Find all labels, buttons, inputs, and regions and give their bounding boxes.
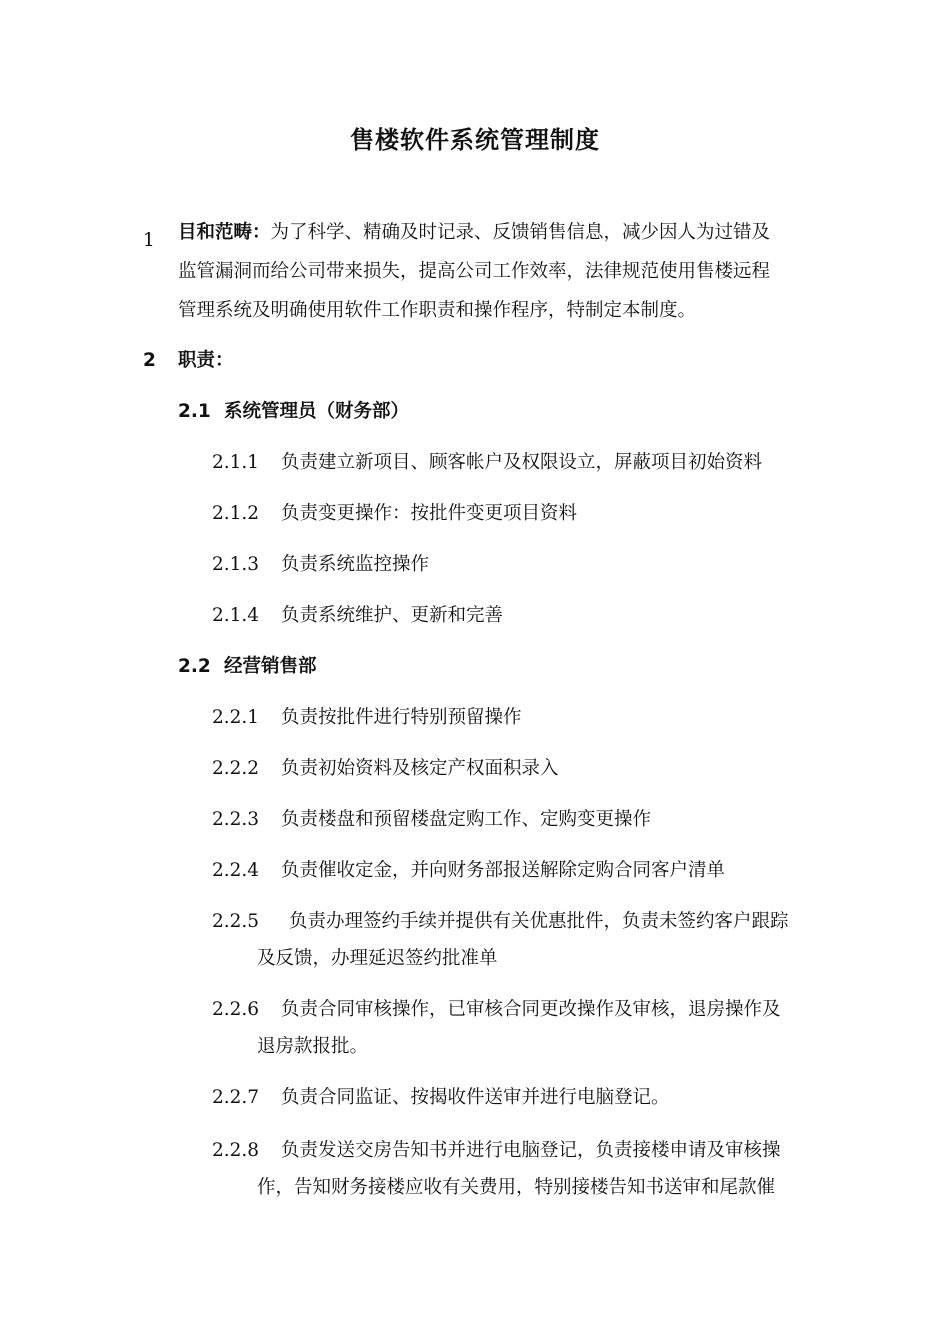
item-2-2-6-continuation: 退房款报批。 bbox=[257, 1036, 369, 1057]
item-2-2-2-text: 负责初始资料及核定产权面积录入 bbox=[281, 758, 559, 779]
item-2-2-3-text: 负责楼盘和预留楼盘定购工作、定购变更操作 bbox=[281, 809, 652, 830]
item-2-2-5-number: 2.2.5 bbox=[212, 911, 260, 932]
item-2-2-8-number: 2.2.8 bbox=[212, 1140, 260, 1161]
item-2-2-7-text: 负责合同监证、按揭收件送审并进行电脑登记。 bbox=[281, 1087, 670, 1108]
subsection-2-2-heading: 经营销售部 bbox=[224, 656, 317, 677]
section-2-number: 2 bbox=[143, 350, 156, 371]
item-2-2-5-text: 负责办理签约手续并提供有关优惠批件，负责未签约客户跟踪 bbox=[289, 911, 789, 932]
item-2-2-3-number: 2.2.3 bbox=[212, 809, 260, 830]
item-2-2-4-text: 负责催收定金，并向财务部报送解除定购合同客户清单 bbox=[281, 860, 726, 881]
item-2-2-6-text: 负责合同审核操作，已审核合同更改操作及审核，退房操作及 bbox=[281, 999, 781, 1020]
item-2-2-2-number: 2.2.2 bbox=[212, 758, 260, 779]
item-2-1-1-number: 2.1.1 bbox=[212, 452, 260, 473]
section-1-number: 1 bbox=[143, 230, 155, 251]
document-title: 售楼软件系统管理制度 bbox=[350, 126, 600, 154]
item-2-2-1-number: 2.2.1 bbox=[212, 707, 260, 728]
item-2-1-3-text: 负责系统监控操作 bbox=[281, 554, 430, 575]
section-1-line-2: 监管漏洞而给公司带来损失，提高公司工作效率，法律规范使用售楼远程 bbox=[178, 261, 771, 282]
item-2-2-5-continuation: 及反馈，办理延迟签约批准单 bbox=[257, 948, 498, 969]
subsection-2-2-number: 2.2 bbox=[178, 656, 211, 677]
item-2-1-4-text: 负责系统维护、更新和完善 bbox=[281, 605, 504, 626]
item-2-2-8-text: 负责发送交房告知书并进行电脑登记，负责接楼申请及审核操 bbox=[281, 1140, 781, 1161]
item-2-2-8-continuation: 作，告知财务接楼应收有关费用，特别接楼告知书送审和尾款催 bbox=[257, 1177, 776, 1198]
item-2-2-1-text: 负责按批件进行特别预留操作 bbox=[281, 707, 522, 728]
item-2-1-2-number: 2.1.2 bbox=[212, 503, 260, 524]
section-1-line-1: 为了科学、精确及时记录、反馈销售信息，减少因人为过错及 bbox=[270, 222, 771, 243]
item-2-1-4-number: 2.1.4 bbox=[212, 605, 260, 626]
item-2-2-6-number: 2.2.6 bbox=[212, 999, 260, 1020]
section-1-heading: 目和范畴： bbox=[178, 222, 271, 243]
subsection-2-1-heading: 系统管理员（财务部） bbox=[224, 401, 410, 422]
item-2-2-4-number: 2.2.4 bbox=[212, 860, 260, 881]
section-1-line-3: 管理系统及明确使用软件工作职责和操作程序，特制定本制度。 bbox=[178, 300, 697, 321]
item-2-1-3-number: 2.1.3 bbox=[212, 554, 260, 575]
item-2-1-1-text: 负责建立新项目、顾客帐户及权限设立，屏蔽项目初始资料 bbox=[281, 452, 763, 473]
item-2-1-2-text: 负责变更操作：按批件变更项目资料 bbox=[281, 503, 578, 524]
section-1-body bbox=[178, 213, 770, 330]
subsection-2-1-number: 2.1 bbox=[178, 401, 211, 422]
item-2-2-7-number: 2.2.7 bbox=[212, 1087, 260, 1108]
section-2-heading: 职责： bbox=[178, 350, 234, 371]
